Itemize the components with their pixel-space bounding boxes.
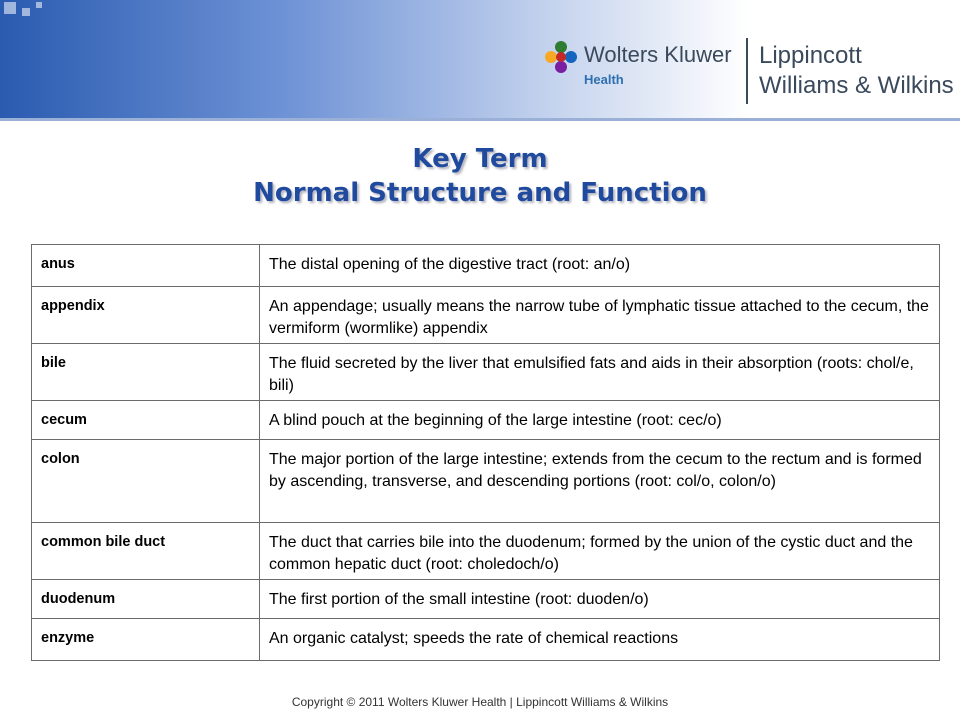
table-row bbox=[32, 287, 940, 344]
brand-subtitle: Health bbox=[584, 72, 624, 87]
header-divider bbox=[0, 118, 960, 121]
publisher-name-line1: Lippincott bbox=[759, 42, 862, 69]
definition-cell: The fluid secreted by the liver that emulsified fats and aids in their absorption (roots: chol/e, bili) bbox=[260, 344, 940, 401]
key-terms-table bbox=[31, 244, 940, 661]
slide-title-line1: Key Term bbox=[412, 144, 548, 174]
definition-cell: An appendage; usually means the narrow tube of lymphatic tissue attached to the cecum, the vermiform (wormlike) appendix bbox=[260, 287, 940, 344]
definition-cell: An organic catalyst; speeds the rate of chemical reactions bbox=[260, 619, 940, 661]
wolters-kluwer-logo-icon bbox=[544, 40, 578, 74]
definition-cell: A blind pouch at the beginning of the large intestine (root: cec/o) bbox=[260, 401, 940, 440]
table-row bbox=[32, 245, 940, 287]
definition-cell: The distal opening of the digestive tract (root: an/o) bbox=[260, 245, 940, 287]
term-cell: bile bbox=[32, 344, 260, 401]
copyright-footer: Copyright © 2011 Wolters Kluwer Health | Lippincott Williams & Wilkins bbox=[291, 695, 669, 709]
publisher-name-line2: Williams & Wilkins bbox=[759, 72, 954, 99]
table-row bbox=[32, 401, 940, 440]
term-cell: cecum bbox=[32, 401, 260, 440]
brand-name: Wolters Kluwer bbox=[584, 42, 732, 67]
term-cell: enzyme bbox=[32, 619, 260, 661]
term-cell: duodenum bbox=[32, 580, 260, 619]
term-cell: anus bbox=[32, 245, 260, 287]
logo-divider bbox=[746, 38, 748, 104]
publisher-logo bbox=[544, 38, 956, 106]
table-row bbox=[32, 619, 940, 661]
table-row bbox=[32, 440, 940, 523]
table-row bbox=[32, 580, 940, 619]
decorative-squares bbox=[0, 0, 60, 24]
term-cell: colon bbox=[32, 440, 260, 523]
slide-title bbox=[0, 142, 960, 210]
definition-cell: The duct that carries bile into the duodenum; formed by the union of the cystic duct and the common hepatic duct (root: choledoch/o) bbox=[260, 523, 940, 580]
table-row bbox=[32, 344, 940, 401]
term-cell: appendix bbox=[32, 287, 260, 344]
term-cell: common bile duct bbox=[32, 523, 260, 580]
slide-title-line2: Normal Structure and Function bbox=[253, 178, 707, 208]
definition-cell: The major portion of the large intestine; extends from the cecum to the rectum and is formed by ascending, transverse, and descending portions (root: col/o, colon/o) bbox=[260, 440, 940, 523]
definition-cell: The first portion of the small intestine (root: duoden/o) bbox=[260, 580, 940, 619]
table-row bbox=[32, 523, 940, 580]
